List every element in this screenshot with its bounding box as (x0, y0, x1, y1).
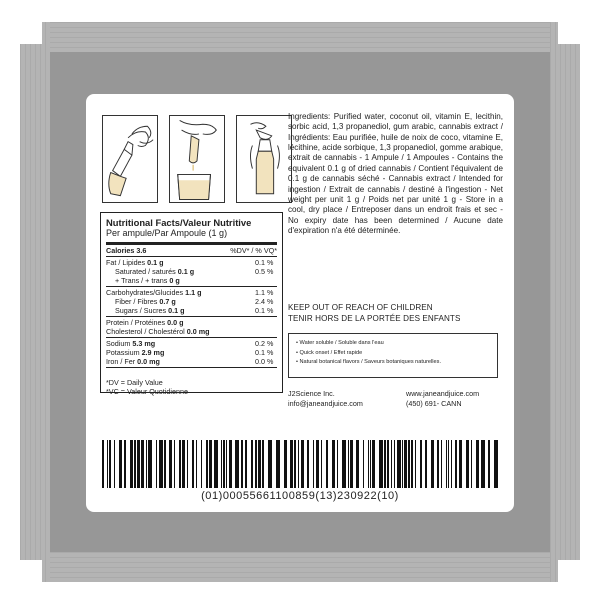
barcode-bar (379, 440, 383, 488)
barcode-bar (348, 440, 349, 488)
barcode-bar (471, 440, 472, 488)
barcode-bar (192, 440, 194, 488)
barcode-bar (235, 440, 239, 488)
barcode-bar (488, 440, 490, 488)
nutrition-title: Nutritional Facts/Valeur Nutritive (106, 217, 252, 228)
barcode-bar (245, 440, 247, 488)
nutrient-row-iron: Iron / Fer 0.0 mg 0.0 % (106, 357, 274, 367)
barcode-bar (307, 440, 309, 488)
barcode-bar (301, 440, 304, 488)
barcode-bar (372, 440, 375, 488)
phone: (450) 691- CANN (406, 399, 462, 409)
barcode-bar (316, 440, 319, 488)
barcode-bar (294, 440, 296, 488)
barcode-bar (408, 440, 410, 488)
barcode-bar (109, 440, 111, 488)
step3-ampule-illustration (236, 115, 292, 203)
barcode-bar (182, 440, 185, 488)
divider (106, 367, 277, 368)
nutrient-row-carbohydrates: Carbohydrates/Glucides 1.1 g 1.1 % (106, 287, 274, 297)
nutrition-facts-table (100, 212, 283, 397)
barcode-bar (298, 440, 299, 488)
nutrient-row-potassium: Potassium 2.9 mg 0.1 % (106, 348, 274, 358)
calories-row (106, 246, 277, 255)
barcode-bar (114, 440, 115, 488)
barcode-bar (201, 440, 202, 488)
barcode-bar (130, 440, 133, 488)
barcode-bar (451, 440, 452, 488)
barcode-bar (415, 440, 416, 488)
barcode-bar (187, 440, 188, 488)
serving-size: Per ampule/Par Ampoule (1 g) (106, 228, 228, 239)
barcode-bar (397, 440, 401, 488)
email: info@janeandjuice.com (288, 399, 363, 409)
contact-left (288, 389, 363, 409)
barcode-bar (370, 440, 371, 488)
barcode-bar (258, 440, 261, 488)
divider (106, 256, 277, 257)
divider (106, 242, 277, 245)
barcode-bar (146, 440, 147, 488)
nutrient-row-fat: Fat / Lipides 0.1 g 0.1 % (106, 257, 274, 267)
barcode-bar (107, 440, 108, 488)
barcode-bar (251, 440, 253, 488)
barcode-bar (156, 440, 157, 488)
barcode-bar (476, 440, 479, 488)
barcode-bar (164, 440, 166, 488)
barcode-bar (290, 440, 293, 488)
barcode-bar (209, 440, 212, 488)
divider (106, 337, 277, 338)
barcode (102, 440, 498, 488)
nutrient-row-sugars: Sugars / Sucres 0.1 g 0.1 % (115, 305, 274, 315)
barcode-bar (437, 440, 439, 488)
barcode-bar (119, 440, 122, 488)
dv-header: %DV* / % VQ* (230, 245, 277, 255)
calories-label: Calories (106, 245, 135, 255)
barcode-bar (441, 440, 442, 488)
contact-right (406, 389, 479, 409)
barcode-bar (337, 440, 338, 488)
divider (106, 286, 277, 287)
barcode-bar (332, 440, 335, 488)
nutrient-row-sodium: Sodium 5.3 mg 0.2 % (106, 339, 274, 349)
ingredients-text: Ingredients: Purified water, coconut oil, vitamin E, lecithin, sorbic acid, 1,3 propanediol, gum arabic, cannabis extract / Ingrédients: Eau purifiée, huile de noix de coco, vitamine E, lécithine, acide sorbique, 1,3 propanediol, gomme arabique, extrait de cannabis - 1 Ampule / 1 Ampoules - Contains the equivalent 0.1 g of dried cannabis / Contient l'équivalent de 0.1 g de cannabis séché - Cannabis extract / Intended for ingestion / Extrait de cannabis / destiné à l'ingestion - Net weight per unit 1 g / Poids net par unité 1 g - Store in a cool, dry place / Entreposer dans un endroit frais et sec - No expiry date has been determined / Aucune date d'expiration n'a été déterminée. (288, 112, 503, 235)
barcode-bar (179, 440, 181, 488)
child-warning (288, 302, 460, 324)
footnote-dv: *DV = Daily Value (106, 378, 163, 388)
feature-item: • Water soluble / Soluble dans l'eau (296, 340, 384, 346)
barcode-bar (196, 440, 197, 488)
barcode-bar (313, 440, 314, 488)
barcode-bar (223, 440, 225, 488)
barcode-bar (425, 440, 427, 488)
barcode-bar (466, 440, 469, 488)
barcode-bar (321, 440, 322, 488)
barcode-bar (229, 440, 232, 488)
barcode-bar (159, 440, 163, 488)
barcode-bar (174, 440, 175, 488)
company-name: J2Science Inc. (288, 389, 335, 398)
barcode-bar (448, 440, 449, 488)
barcode-bar (420, 440, 422, 488)
barcode-bar (134, 440, 136, 488)
barcode-bar (384, 440, 386, 488)
barcode-bar (102, 440, 104, 488)
barcode-bar (459, 440, 462, 488)
barcode-bar (363, 440, 364, 488)
footnote-vc: *VC = Valeur Quotidienne (106, 387, 188, 397)
barcode-bar (255, 440, 257, 488)
features-box (288, 333, 498, 378)
barcode-bar (404, 440, 407, 488)
nutrient-row-saturated: Saturated / saturés 0.1 g 0.5 % (115, 266, 274, 276)
barcode-bar (137, 440, 140, 488)
website: www.janeandjuice.com (406, 389, 480, 398)
barcode-bar (446, 440, 447, 488)
barcode-bar (494, 440, 498, 488)
nutrient-row-trans: + Trans / + trans 0 g (115, 275, 180, 285)
step1-open-ampule-illustration (102, 115, 158, 203)
barcode-bar (368, 440, 369, 488)
barcode-bar (481, 440, 485, 488)
barcode-bar (411, 440, 413, 488)
barcode-bar (226, 440, 227, 488)
barcode-bar (141, 440, 144, 488)
barcode-bar (284, 440, 287, 488)
barcode-bar (206, 440, 208, 488)
step2-pour-into-glass-illustration (169, 115, 225, 203)
feature-item: • Quick onset / Effet rapide (296, 349, 363, 356)
barcode-bar (326, 440, 328, 488)
barcode-bar (342, 440, 346, 488)
barcode-bar (356, 440, 359, 488)
barcode-bar (276, 440, 280, 488)
barcode-number: (01)00055661100859(13)230922(10) (201, 490, 399, 502)
barcode-bar (262, 440, 264, 488)
barcode-bar (241, 440, 243, 488)
calories-value: 3.6 (136, 245, 147, 255)
barcode-bar (387, 440, 389, 488)
barcode-bar (455, 440, 457, 488)
barcode-bar (124, 440, 126, 488)
warning-fr: TENIR HORS DE LA PORTÉE DES ENFANTS (288, 314, 461, 324)
divider (106, 316, 277, 317)
barcode-bar (391, 440, 392, 488)
barcode-bar (214, 440, 218, 488)
barcode-bar (148, 440, 152, 488)
barcode-bar (431, 440, 434, 488)
nutrient-row-cholesterol: Cholesterol / Cholestérol 0.0 mg (106, 327, 210, 337)
barcode-bar (268, 440, 272, 488)
nutrient-row-protein: Protein / Protéines 0.0 g (106, 317, 184, 327)
nutrient-row-fiber: Fiber / Fibres 0.7 g 2.4 % (115, 296, 274, 306)
feature-item: • Natural botanical flavors / Saveurs botaniques naturelles. (296, 359, 441, 365)
barcode-bar (221, 440, 222, 488)
barcode-bar (394, 440, 395, 488)
barcode-bar (350, 440, 353, 488)
barcode-bar (402, 440, 403, 488)
warning-en: KEEP OUT OF REACH OF CHILDREN (288, 303, 433, 312)
barcode-bar (169, 440, 172, 488)
